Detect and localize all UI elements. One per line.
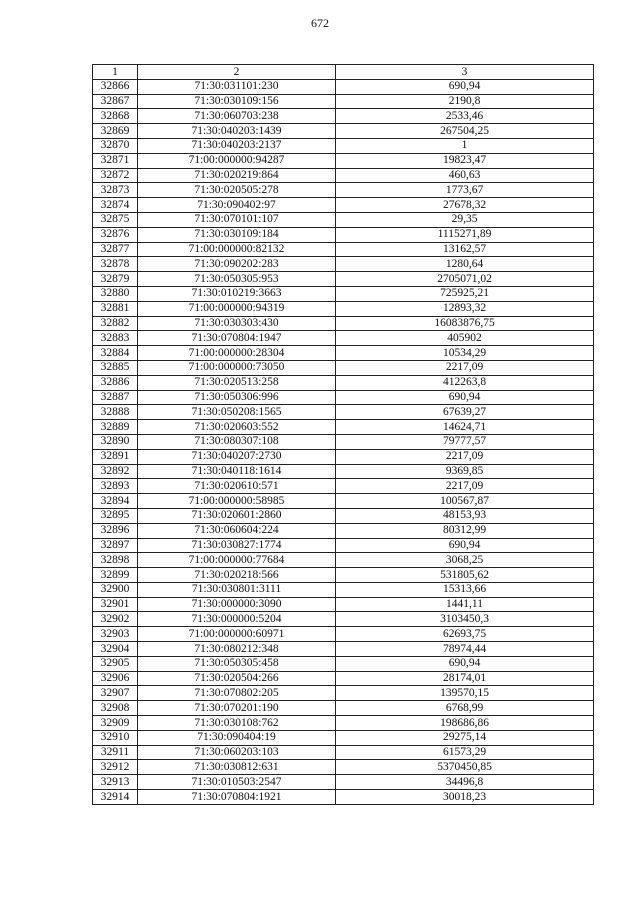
value-cell: 79777,57 (336, 434, 594, 449)
value-cell: 3103450,3 (336, 612, 594, 627)
row-number-cell: 32911 (93, 745, 138, 760)
value-cell: 6768,99 (336, 701, 594, 716)
cadastral-number-cell: 71:30:070802:205 (138, 686, 336, 701)
value-cell: 690,94 (336, 656, 594, 671)
header-row (93, 65, 594, 80)
row-number-cell: 32900 (93, 582, 138, 597)
cadastral-number-cell: 71:30:050208:1565 (138, 405, 336, 420)
table-row (93, 760, 594, 775)
value-cell: 5370450,85 (336, 760, 594, 775)
value-cell: 198686,86 (336, 716, 594, 731)
value-cell: 1115271,89 (336, 227, 594, 242)
value-cell: 690,94 (336, 538, 594, 553)
row-number-cell: 32907 (93, 686, 138, 701)
cadastral-number-cell: 71:30:080307:108 (138, 434, 336, 449)
table-row (93, 568, 594, 583)
row-number-cell: 32913 (93, 775, 138, 790)
table-row (93, 138, 594, 153)
table-row (93, 390, 594, 405)
table-row (93, 597, 594, 612)
value-cell: 267504,25 (336, 124, 594, 139)
cadastral-number-cell: 71:30:040118:1614 (138, 464, 336, 479)
value-cell: 61573,29 (336, 745, 594, 760)
table-row (93, 612, 594, 627)
row-number-cell: 32889 (93, 420, 138, 435)
cadastral-number-cell: 71:30:040203:2137 (138, 138, 336, 153)
table-row (93, 538, 594, 553)
value-cell: 10534,29 (336, 346, 594, 361)
cadastral-number-cell: 71:00:000000:94319 (138, 301, 336, 316)
cadastral-number-cell: 71:30:020218:566 (138, 568, 336, 583)
table-row (93, 79, 594, 94)
table-row (93, 109, 594, 124)
value-cell: 14624,71 (336, 420, 594, 435)
value-cell: 15313,66 (336, 582, 594, 597)
cadastral-number-cell: 71:00:000000:60971 (138, 627, 336, 642)
cadastral-number-cell: 71:30:030108:762 (138, 716, 336, 731)
row-number-cell: 32875 (93, 212, 138, 227)
row-number-cell: 32909 (93, 716, 138, 731)
cadastral-number-cell: 71:30:020219:864 (138, 168, 336, 183)
value-cell: 531805,62 (336, 568, 594, 583)
value-cell: 80312,99 (336, 523, 594, 538)
cadastral-number-cell: 71:30:040203:1439 (138, 124, 336, 139)
cadastral-number-cell: 71:30:030801:3111 (138, 582, 336, 597)
row-number-cell: 32897 (93, 538, 138, 553)
table-row (93, 730, 594, 745)
table-row (93, 198, 594, 213)
row-number-cell: 32881 (93, 301, 138, 316)
row-number-cell: 32884 (93, 346, 138, 361)
cadastral-number-cell: 71:30:080212:348 (138, 642, 336, 657)
value-cell: 460,63 (336, 168, 594, 183)
data-table (92, 64, 594, 805)
cadastral-number-cell: 71:30:070804:1921 (138, 790, 336, 805)
table-row (93, 745, 594, 760)
cadastral-number-cell: 71:30:070804:1947 (138, 331, 336, 346)
table-row (93, 775, 594, 790)
value-cell: 29,35 (336, 212, 594, 227)
value-cell: 3068,25 (336, 553, 594, 568)
cadastral-number-cell: 71:30:020504:266 (138, 671, 336, 686)
cadastral-number-cell: 71:30:030109:156 (138, 94, 336, 109)
row-number-cell: 32886 (93, 375, 138, 390)
value-cell: 725925,21 (336, 286, 594, 301)
table-row (93, 212, 594, 227)
table-row (93, 716, 594, 731)
table-row (93, 642, 594, 657)
table-row (93, 701, 594, 716)
value-cell: 690,94 (336, 390, 594, 405)
row-number-cell: 32895 (93, 508, 138, 523)
cadastral-number-cell: 71:30:090402:97 (138, 198, 336, 213)
cadastral-number-cell: 71:30:030812:631 (138, 760, 336, 775)
table-row (93, 301, 594, 316)
cadastral-number-cell: 71:00:000000:94287 (138, 153, 336, 168)
row-number-cell: 32876 (93, 227, 138, 242)
value-cell: 16083876,75 (336, 316, 594, 331)
cadastral-number-cell: 71:30:040207:2730 (138, 449, 336, 464)
cadastral-number-cell: 71:30:090202:283 (138, 257, 336, 272)
table-row (93, 272, 594, 287)
value-cell: 30018,23 (336, 790, 594, 805)
cadastral-number-cell: 71:30:000000:3090 (138, 597, 336, 612)
cadastral-number-cell: 71:00:000000:58985 (138, 494, 336, 509)
cadastral-number-cell: 71:00:000000:77684 (138, 553, 336, 568)
row-number-cell: 32887 (93, 390, 138, 405)
cadastral-number-cell: 71:30:020513:258 (138, 375, 336, 390)
cadastral-number-cell: 71:30:030109:184 (138, 227, 336, 242)
value-cell: 28174,01 (336, 671, 594, 686)
cadastral-number-cell: 71:30:010219:3663 (138, 286, 336, 301)
table-row (93, 405, 594, 420)
row-number-cell: 32910 (93, 730, 138, 745)
row-number-cell: 32877 (93, 242, 138, 257)
row-number-cell: 32883 (93, 331, 138, 346)
table-row (93, 434, 594, 449)
cadastral-number-cell: 71:30:060203:103 (138, 745, 336, 760)
value-cell: 2705071,02 (336, 272, 594, 287)
row-number-cell: 32892 (93, 464, 138, 479)
cadastral-number-cell: 71:30:050305:953 (138, 272, 336, 287)
value-cell: 2533,46 (336, 109, 594, 124)
cadastral-number-cell: 71:30:060703:238 (138, 109, 336, 124)
row-number-cell: 32888 (93, 405, 138, 420)
row-number-cell: 32906 (93, 671, 138, 686)
row-number-cell: 32901 (93, 597, 138, 612)
page-number: 672 (311, 16, 329, 30)
row-number-cell: 32893 (93, 479, 138, 494)
row-number-cell: 32880 (93, 286, 138, 301)
cadastral-number-cell: 71:30:000000:5204 (138, 612, 336, 627)
table-row (93, 420, 594, 435)
value-cell: 12893,32 (336, 301, 594, 316)
value-cell: 1773,67 (336, 183, 594, 198)
value-cell: 29275,14 (336, 730, 594, 745)
table-row (93, 686, 594, 701)
value-cell: 67639,27 (336, 405, 594, 420)
row-number-cell: 32867 (93, 94, 138, 109)
value-cell: 2190,8 (336, 94, 594, 109)
row-number-cell: 32912 (93, 760, 138, 775)
row-number-cell: 32885 (93, 360, 138, 375)
cadastral-number-cell: 71:30:090404:19 (138, 730, 336, 745)
cadastral-number-cell: 71:30:020603:552 (138, 420, 336, 435)
table-row (93, 242, 594, 257)
value-cell: 27678,32 (336, 198, 594, 213)
row-number-cell: 32882 (93, 316, 138, 331)
table-row (93, 286, 594, 301)
cadastral-number-cell: 71:30:020610:571 (138, 479, 336, 494)
value-cell: 19823,47 (336, 153, 594, 168)
row-number-cell: 32914 (93, 790, 138, 805)
value-cell: 1441,11 (336, 597, 594, 612)
cadastral-number-cell: 71:30:070201:190 (138, 701, 336, 716)
table-row (93, 331, 594, 346)
cadastral-number-cell: 71:30:030827:1774 (138, 538, 336, 553)
table-row (93, 656, 594, 671)
row-number-cell: 32894 (93, 494, 138, 509)
table-row (93, 257, 594, 272)
table-row (93, 494, 594, 509)
row-number-cell: 32869 (93, 124, 138, 139)
table-row (93, 671, 594, 686)
cadastral-number-cell: 71:30:050305:458 (138, 656, 336, 671)
value-cell: 34496,8 (336, 775, 594, 790)
table-row (93, 227, 594, 242)
row-number-cell: 32898 (93, 553, 138, 568)
table-row (93, 168, 594, 183)
value-cell: 2217,09 (336, 449, 594, 464)
cadastral-number-cell: 71:00:000000:73050 (138, 360, 336, 375)
table-row (93, 124, 594, 139)
cadastral-number-cell: 71:30:031101:230 (138, 79, 336, 94)
row-number-cell: 32868 (93, 109, 138, 124)
cadastral-number-cell: 71:30:030303:430 (138, 316, 336, 331)
row-number-cell: 32866 (93, 79, 138, 94)
cadastral-number-cell: 71:30:020601:2860 (138, 508, 336, 523)
cadastral-number-cell: 71:30:060604:224 (138, 523, 336, 538)
row-number-cell: 32872 (93, 168, 138, 183)
value-cell: 62693,75 (336, 627, 594, 642)
table-row (93, 523, 594, 538)
value-cell: 9369,85 (336, 464, 594, 479)
column-header: 1 (93, 65, 138, 80)
value-cell: 1280,64 (336, 257, 594, 272)
table-row (93, 553, 594, 568)
row-number-cell: 32871 (93, 153, 138, 168)
table-row (93, 449, 594, 464)
value-cell: 1 (336, 138, 594, 153)
row-number-cell: 32905 (93, 656, 138, 671)
row-number-cell: 32903 (93, 627, 138, 642)
row-number-cell: 32870 (93, 138, 138, 153)
table-row (93, 375, 594, 390)
row-number-cell: 32878 (93, 257, 138, 272)
row-number-cell: 32899 (93, 568, 138, 583)
value-cell: 13162,57 (336, 242, 594, 257)
table-row (93, 464, 594, 479)
value-cell: 405902 (336, 331, 594, 346)
row-number-cell: 32908 (93, 701, 138, 716)
value-cell: 100567,87 (336, 494, 594, 509)
value-cell: 2217,09 (336, 360, 594, 375)
cadastral-number-cell: 71:30:020505:278 (138, 183, 336, 198)
value-cell: 690,94 (336, 79, 594, 94)
value-cell: 412263,8 (336, 375, 594, 390)
table-row (93, 346, 594, 361)
row-number-cell: 32890 (93, 434, 138, 449)
table-row (93, 360, 594, 375)
cadastral-number-cell: 71:30:070101:107 (138, 212, 336, 227)
table-row (93, 627, 594, 642)
cadastral-number-cell: 71:00:000000:28304 (138, 346, 336, 361)
table-row (93, 479, 594, 494)
table-row (93, 316, 594, 331)
table-row (93, 508, 594, 523)
cadastral-number-cell: 71:00:000000:82132 (138, 242, 336, 257)
value-cell: 48153,93 (336, 508, 594, 523)
row-number-cell: 32904 (93, 642, 138, 657)
row-number-cell: 32891 (93, 449, 138, 464)
row-number-cell: 32879 (93, 272, 138, 287)
value-cell: 139570,15 (336, 686, 594, 701)
value-cell: 2217,09 (336, 479, 594, 494)
table-row (93, 790, 594, 805)
table-body (93, 79, 594, 804)
table-row (93, 94, 594, 109)
row-number-cell: 32902 (93, 612, 138, 627)
row-number-cell: 32873 (93, 183, 138, 198)
table-row (93, 183, 594, 198)
column-header: 3 (336, 65, 594, 80)
value-cell: 78974,44 (336, 642, 594, 657)
cadastral-number-cell: 71:30:050306:996 (138, 390, 336, 405)
column-header: 2 (138, 65, 336, 80)
table-row (93, 582, 594, 597)
cadastral-number-cell: 71:30:010503:2547 (138, 775, 336, 790)
row-number-cell: 32874 (93, 198, 138, 213)
table-row (93, 153, 594, 168)
row-number-cell: 32896 (93, 523, 138, 538)
